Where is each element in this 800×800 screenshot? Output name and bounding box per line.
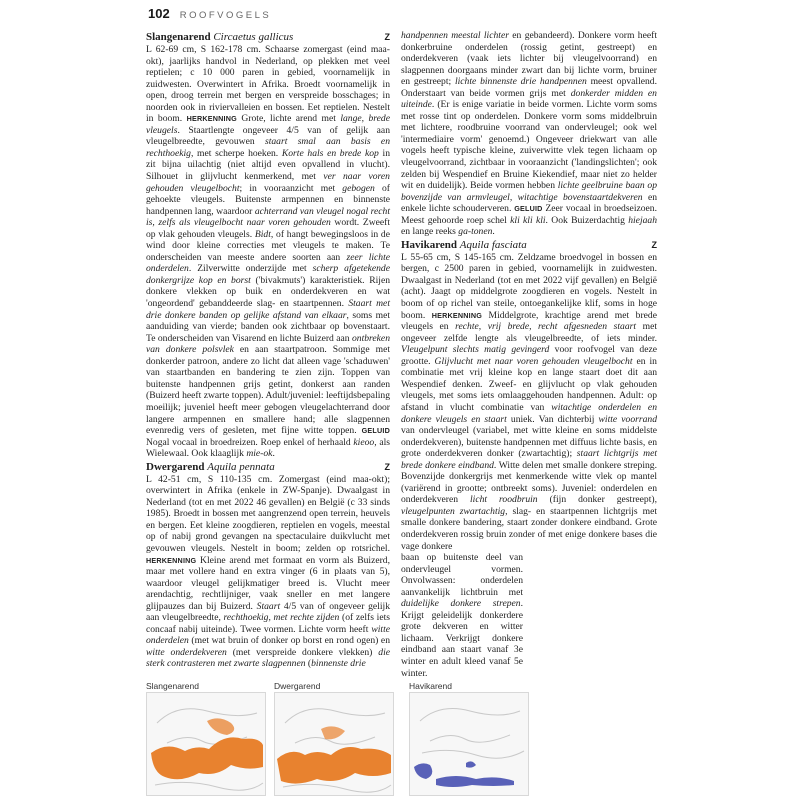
body-text: wordt. Zweeft op vlak gehouden vleugels.: [146, 217, 390, 240]
body-text: , soms met aanduiding van vierde; banden ook zichtbaar op bovenstaart. Te onderscheiden van Visarend en lichte Buizerd aan: [146, 309, 390, 344]
body-text: L 42-51 cm, S 110-135 cm. Zomergast (eind maa-okt); overwintert in Afrika (enkele in ZW-Spanje). Dwaalgast in Nederland (tot en met 2022 46 gevallen) en België (c 33 sinds 1985). Broedt in bossen met aangrenzend open terrein, heuvels en bergen. Eet kleine zoogdieren, reptielen en vogels, meestal op of nabij grond gevangen na spectaculaire duikvlucht met gevouwen vleugels. Nestelt in boom; zelden op rotsrichel.: [146, 473, 390, 554]
species-text-havikarend-tail: [401, 552, 523, 679]
emphasis-text: lange, brede vleugels: [146, 113, 390, 136]
emphasis-text: midden en uiteinde: [401, 87, 657, 111]
body-text: . Zilverwitte onderzijde met: [188, 263, 313, 275]
emphasis-text: donkerder: [570, 87, 615, 99]
emphasis-text: witachtige onderdelen en donkere vleugels en staart: [401, 401, 657, 425]
species-latin-name: Aquila pennata: [207, 460, 275, 473]
body-text: (fijn donker gestreept),: [537, 494, 657, 506]
body-text: . Staartlengte ongeveer 4/5 van of gelijk aan vleugelbreedte, gevouwen: [146, 124, 390, 148]
map-label: Slangenarend: [146, 681, 199, 691]
species-name: Havikarend: [401, 238, 458, 251]
species-latin-name: Circaetus gallicus: [213, 31, 294, 43]
body-text: en: [642, 191, 657, 203]
distribution-map: [146, 692, 266, 796]
body-text: .: [492, 226, 495, 238]
body-text: . Krijgt geleidelijk donkerdere grote dekveren en witter lichaam. Verkrijgt donkere eindband aan staart vanaf 3e winter en adult kleed vanaf 5e winter.: [401, 598, 523, 679]
page-number: 102: [148, 6, 170, 21]
body-text: uniek. Van dichterbij: [506, 413, 599, 425]
section-keyword: HERKENNING: [186, 114, 237, 124]
emphasis-text: witte onderdekveren: [146, 646, 227, 658]
body-text: , met scherpe hoeken.: [190, 147, 282, 159]
emphasis-text: Glijvlucht met naar voren gehouden vleugelbocht: [434, 355, 633, 367]
species-name: Dwergarend: [146, 460, 205, 473]
emphasis-text: binnenste drie handpennen: [480, 76, 587, 88]
section-keyword: GELUID: [361, 426, 390, 436]
emphasis-text: staart lichtgrijs met brede donkere eindband: [401, 448, 658, 471]
species-name: Slangenarend: [146, 31, 211, 43]
body-text: meest: [586, 76, 617, 88]
emphasis-text: ontbreken van donkere polsvlek: [146, 332, 390, 356]
emphasis-text: lichte: [557, 180, 582, 192]
section-title: ROOFVOGELS: [179, 10, 272, 21]
body-text: in zit bijna uilachtig (niet altijd even opvallend in vlucht). Silhouet in glijvlucht kenmerkend, met: [146, 147, 390, 183]
body-text: (met wat bruin of donker op borst en rond ogen) en: [188, 635, 390, 647]
distribution-map: [409, 692, 529, 796]
body-text: Middelgrote, krachtige arend met brede vleugels en: [401, 309, 657, 333]
body-text: enkele lichte schouderveren.: [401, 203, 515, 215]
body-text: vocaal in broedseizoen. Meest gehoorde roep schel: [401, 203, 657, 226]
range-area: [207, 718, 234, 735]
emphasis-text: scherp afgetekende donkergrijze kop en borst: [146, 263, 390, 286]
status-code: Z: [651, 239, 657, 250]
emphasis-text: Staart: [256, 600, 281, 612]
emphasis-text: duidelijke donkere strepen: [401, 598, 521, 610]
body-text: of gehoekte vleugels. Buitenste armpennen en binnenste handpennen lang, waardoor: [146, 182, 390, 217]
body-text: , slag- en staartpennen lichtgrijs met smalle donkere bandering, staart zonder donkere eindband. Grote onderdekveren rossig bruin zonder of met enige donkere bases die vage donkere: [401, 505, 657, 552]
emphasis-text: handpennen meestal lichter: [401, 30, 509, 41]
emphasis-text: geelbruine baan op bovenzijde van armvleugel, witachtige bovenstaartdekveren: [401, 180, 657, 203]
body-text: Ook Buizerdachtig: [551, 214, 629, 226]
body-text: opvallend. Onderstaart van beide vormen grijs met: [401, 76, 657, 99]
emphasis-text: hiejaah: [628, 214, 657, 226]
species-text-slangenarend: [146, 44, 390, 460]
emphasis-text: lichte: [454, 76, 481, 88]
body-text: (Er is enige variatie in beide vormen. Lichte vorm soms met rosse tint op onderdelen. Donkere vorm soms middelbruin met lichtere, roodbruine voorrand van ondervleugel; ook wel 'intermediaire vorm' genoemd.) Ongeveer driekwart van alle vogels heeft typische kleine, zuiverwitte vlek tegen lichaam op vleugelvoorrand, zichtbaar in vooraanzicht ('landingslichten'; ook zelden bij Wespendief en Bruine Kiekendief, maar niet zo helder wit en duidelijk). Beide vormen hebben: [401, 99, 657, 192]
species-latin-name: Aquila fasciata: [459, 238, 527, 251]
body-text: van ondervleugel (variabel, met witte kleine en soms middelste onderdekveren), buitenste handpennen met diffuus lichte basis, en grote onderdekveren donker (zwartachtig);: [401, 425, 657, 460]
body-text: L 55-65 cm, S 145-165 cm. Zeldzame broedvogel in bossen en bergen, c 2500 paren in gebied, voornamelijk in zuidwesten. Dwaalgast in Nederland (tot en met 2022 vijf gevallen) en België (acht). Jaagt op middelgrote zoogdieren en vogels. Nestelt in boom of op richel van steile, ontoegankelijke klif, soms in hoge boom.: [401, 251, 657, 321]
page-header: [148, 6, 271, 24]
section-keyword: HERKENNING: [431, 310, 483, 320]
emphasis-text: Bidt: [254, 228, 271, 240]
emphasis-text: die sterk contrasteren met zwarte slagpennen: [146, 646, 390, 670]
body-text: voor roofvogel van deze grootte.: [401, 344, 657, 367]
body-text: baan op buitenste deel van ondervleugel vormen. Onvolwassen: onderdelen aanvankelijk lichtbruin met: [401, 552, 523, 598]
body-text: . Witte delen met smalle donkere streping. Bovenzijde donkergrijs met kenmerkende witte vlek op mantel (variërend in grootte; ontbreekt soms). Juveniel: onderdelen en onderdekveren: [401, 459, 657, 506]
section-keyword: GELUID: [514, 204, 543, 214]
body-text: Nogal vocaal in broedreizen. Roep enkel of herhaald: [146, 436, 354, 448]
range-area: [414, 763, 432, 779]
range-area: [466, 761, 476, 767]
emphasis-text: achterrand van vleugel nogal recht is, zelfs als vleugelbocht naar voren gehouden: [146, 205, 390, 229]
section-keyword: HERKENNING: [146, 555, 197, 565]
body-text: .: [431, 99, 438, 111]
emphasis-text: kieoo: [353, 436, 375, 448]
emphasis-text: kli: [510, 214, 524, 226]
body-text: en: [508, 30, 525, 41]
emphasis-text: kli kli: [523, 214, 546, 226]
emphasis-text: rechte, vrij brede, recht afgesneden staart: [455, 321, 637, 333]
emphasis-text: ver naar voren gehouden vleugelbocht: [146, 171, 390, 194]
body-text: 4/5 van of ongeveer gelijk aan vleugelbreedte,: [146, 600, 390, 624]
emphasis-text: mie-ok: [246, 448, 273, 460]
status-code: Z: [384, 461, 390, 472]
species-header-dwergarend: [146, 461, 390, 474]
species-text-dwergarend-cont: [401, 30, 657, 238]
body-text: ; in vooraanzicht met: [239, 182, 343, 194]
species-text-havikarend: [401, 252, 657, 552]
body-text: (of zelfs iets concaaf nabij uiteinde). Twee vormen. Lichte vorm heeft: [146, 612, 390, 635]
range-map-slangenarend: [146, 680, 264, 796]
body-text: Zeer: [542, 203, 566, 215]
body-text: en: [401, 226, 413, 238]
emphasis-text: witte voorrand: [598, 413, 657, 425]
body-text: , of hangt bewegingsloos in de wind door kleine correcties met vleugels te maken. Te onderscheiden van meeste andere soorten aan: [146, 228, 390, 263]
emphasis-text: rechthoekig, met rechte zijden: [223, 612, 340, 624]
range-area: [277, 747, 391, 784]
emphasis-text: staart smal aan basis en rechthoekig: [146, 136, 390, 159]
map-label: Dwergarend: [274, 681, 321, 691]
body-text: Kleine arend met formaat en vorm als Buizerd, maar met vollere hand en extra vinger (6 in plaats van 5), waardoor vleugel gelijkmatiger breed is. Vlucht meer arendachtig, rechtlijniger, vaak sneller en met langere glijpauzes dan bij Buizerd.: [146, 554, 390, 612]
emphasis-text: zeer lichte onderdelen: [146, 251, 391, 275]
species-header-slangenarend: [146, 31, 390, 44]
emphasis-text: licht roodbruin: [470, 494, 538, 506]
emphasis-text: binnenste drie: [311, 658, 366, 670]
body-text: lange reeks: [412, 226, 459, 238]
emphasis-text: witte onderdelen: [146, 623, 390, 647]
emphasis-text: vleugelpunten zwartachtig: [401, 505, 506, 517]
range-map-dwergarend: [274, 680, 392, 796]
body-text: (: [305, 658, 312, 670]
emphasis-text: gebogen: [342, 182, 375, 194]
range-area: [436, 776, 514, 787]
body-text: Grote, lichte arend met: [236, 113, 341, 125]
emphasis-text: ga-tonen: [458, 226, 493, 238]
body-text: L 62-69 cm, S 162-178 cm. Schaarse zomergast (eind maa-okt), jaarlijks handvol in Nederland, op plekken met veel reptielen; c 10 000 paren in gebied, voornamelijk in zuidwesten. Overwintert in Afrika. Broedt voornamelijk in open, droog terrein met bergen en verspreide bosschages; in noorden ook in riviervalleien en bossen. Eet reptielen. Nestelt in boom.: [146, 44, 390, 125]
body-text: en in combinatie met vrij kleine kop en lange staart doet dit aan Wespendief denken. Zweef- en glijvlucht op vlak gehouden vleugels, met soms iets omlaaggehouden handpennen. Adult: op afstand in vlucht combinatie van: [401, 355, 657, 413]
range-area: [321, 726, 345, 739]
body-text: met ongeveer zelfde lengte als vleugelbreedte, of iets minder.: [401, 321, 657, 344]
body-text: ('bivakmuts') karakteristiek. Rijen donkere vlekken op buik en onderdekveren en wat 'ongeordend' gebanddeerde slag- en staartpennen.: [146, 274, 390, 310]
body-text: , als Wielewaal. Ook klaaglijk: [146, 436, 390, 460]
emphasis-text: Korte hals en brede kop: [281, 147, 379, 159]
body-text: .: [545, 214, 552, 226]
body-text: gebandeerd). Donkere vorm heeft donkerbruine onderdelen (rossig getint, gestreept) en onderdekveren (vaak iets lichter bij vleugelvoorrand) en slagpennen doorgaans minder zwart dan bij lichte vorm, bruiner en gestreept;: [401, 30, 657, 88]
species-header-havikarend: [401, 239, 657, 252]
body-text: (met verspreide donkere vlekken): [226, 646, 379, 658]
body-text: en aan staartpatroon. Sommige met donkerder patroon, andere zo licht dat alleen vage 'schaduwen' van staartbanden en bandering te zien zijn. Toppen van buitenste handpennen grijs getint, donkerst aan randen (Buizerd heeft zwarte toppen). Adult/juveniel: leeftijdsbepaling moeilijk; juveniel heeft meer gebogen vleugelachterrand door langere armpennen en smallere hand; alle slagpennen evenredig vers of gesleten, met fijne witte toppen.: [146, 344, 390, 437]
range-maps: [146, 680, 396, 796]
range-area: [151, 737, 263, 779]
emphasis-text: Staart met drie donkere banden op gelijke afstand van elkaar: [146, 298, 390, 321]
emphasis-text: Vleugelpunt slechts matig gevingerd: [401, 344, 550, 356]
status-code: Z: [384, 32, 390, 42]
map-label: Havikarend: [409, 681, 452, 691]
body-text: .: [272, 448, 275, 460]
range-map-havikarend: [409, 680, 527, 796]
species-text-dwergarend: [146, 474, 390, 670]
left-column: [146, 30, 390, 680]
distribution-map: [274, 692, 394, 796]
